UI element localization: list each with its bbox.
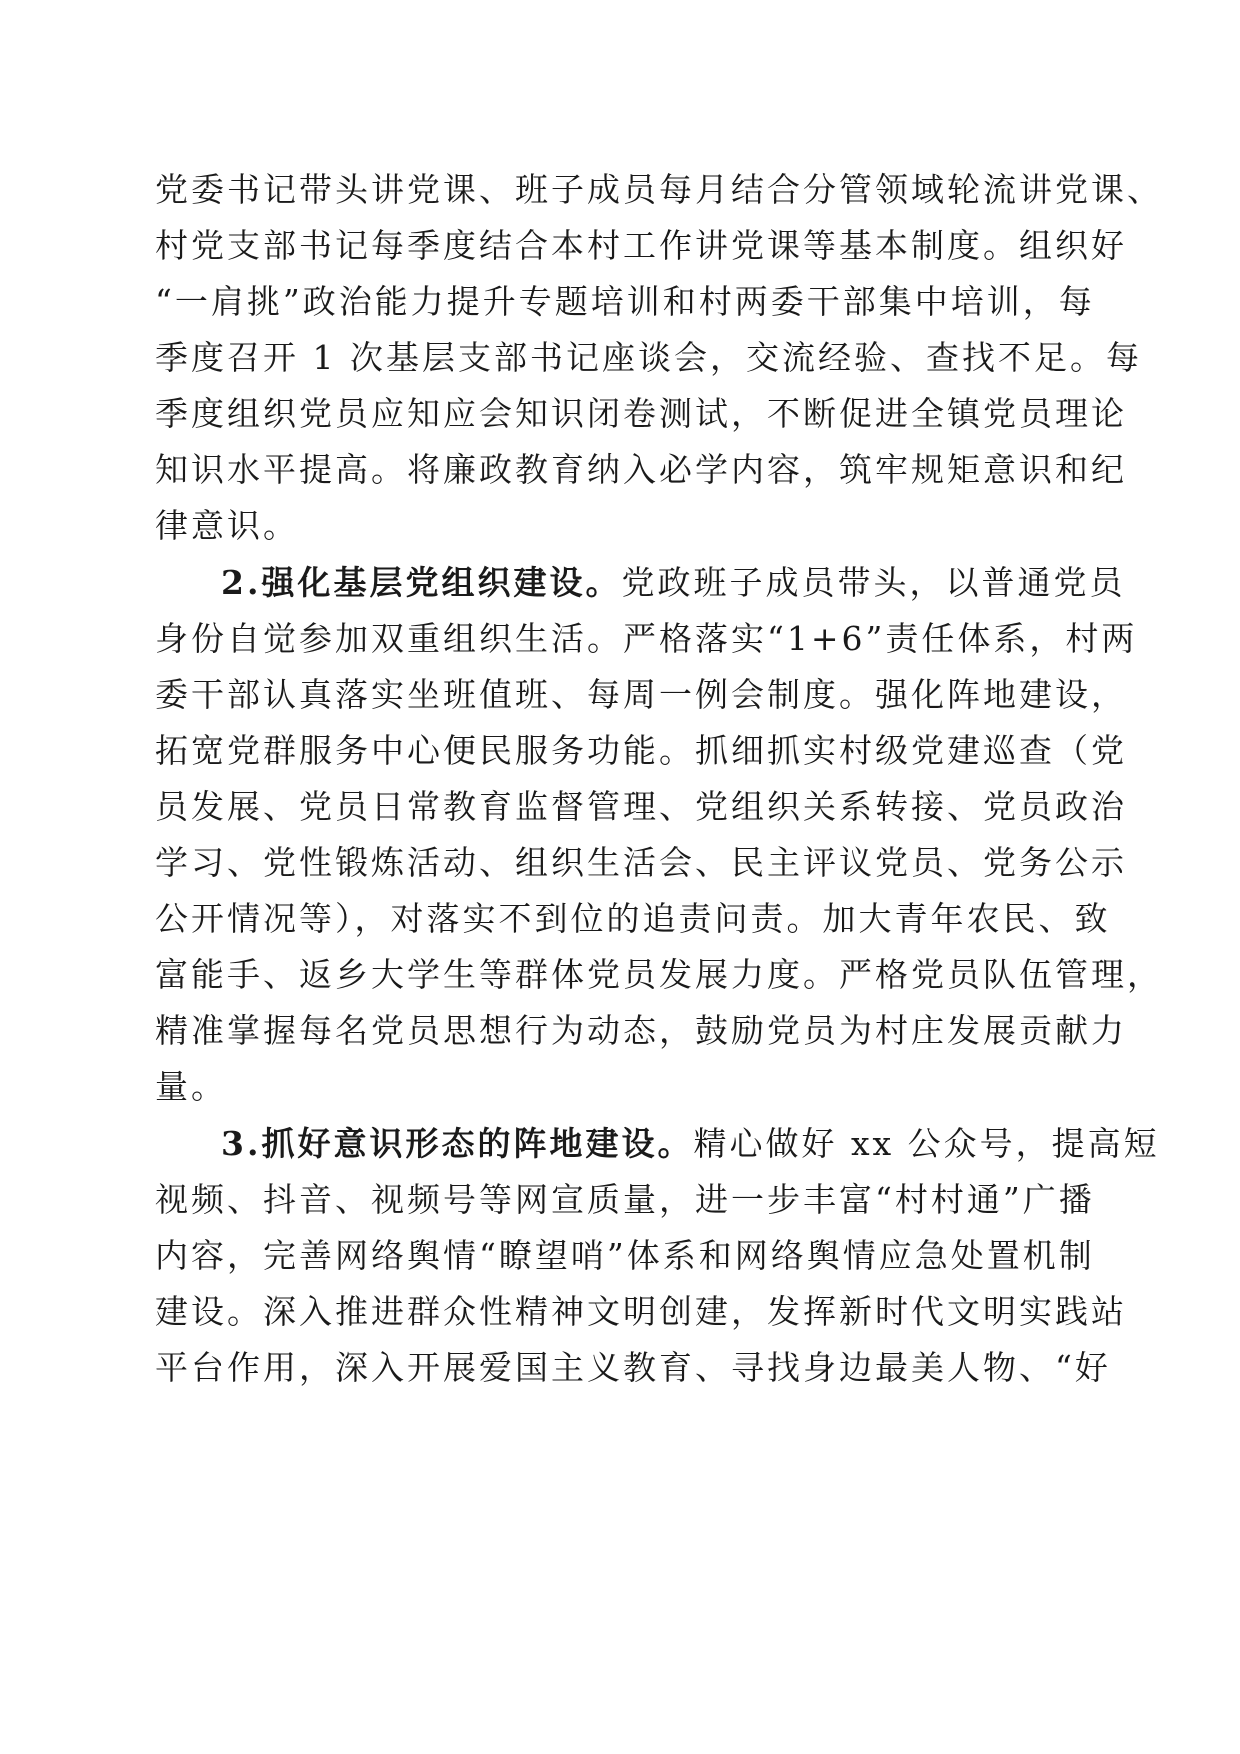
text-line: “一肩挑”政治能力提升专题培训和村两委干部集中培训，每 bbox=[155, 282, 1095, 321]
text-line: 村党支部书记每季度结合本村工作讲党课等基本制度。组织好 bbox=[155, 226, 1127, 265]
text-line: 视频、抖音、视频号等网宣质量，进一步丰富“村村通”广播 bbox=[155, 1180, 1095, 1219]
section-2-text: 党政班子成员带头，以普通党员 bbox=[621, 563, 1126, 602]
section-2-heading: 2.强化基层党组织建设。 bbox=[221, 563, 622, 602]
section-3-text: 精心做好 xx 公众号，提高短 bbox=[693, 1124, 1160, 1163]
text-line: 内容，完善网络舆情“瞭望哨”体系和网络舆情应急处置机制 bbox=[155, 1236, 1095, 1275]
text-line: 精准掌握每名党员思想行为动态，鼓励党员为村庄发展贡献力 bbox=[155, 1011, 1127, 1050]
section-3-heading: 3.抓好意识形态的阵地建设。 bbox=[221, 1124, 694, 1163]
section-2-first-line bbox=[221, 563, 1126, 603]
text-line: 建设。深入推进群众性精神文明创建，发挥新时代文明实践站 bbox=[155, 1292, 1127, 1331]
text-line: 律意识。 bbox=[155, 506, 299, 545]
text-line: 学习、党性锻炼活动、组织生活会、民主评议党员、党务公示 bbox=[155, 843, 1127, 882]
text-line: 员发展、党员日常教育监督管理、党组织关系转接、党员政治 bbox=[155, 787, 1127, 826]
text-line: 党委书记带头讲党课、班子成员每月结合分管领域轮流讲党课、 bbox=[155, 170, 1163, 209]
text-line: 公开情况等），对落实不到位的追责问责。加大青年农民、致 bbox=[155, 899, 1111, 938]
text-line: 委干部认真落实坐班值班、每周一例会制度。强化阵地建设， bbox=[155, 675, 1127, 714]
text-line: 知识水平提高。将廉政教育纳入必学内容，筑牢规矩意识和纪 bbox=[155, 450, 1127, 489]
text-line: 平台作用，深入开展爱国主义教育、寻找身边最美人物、“好 bbox=[155, 1348, 1111, 1387]
section-3-first-line bbox=[221, 1124, 1160, 1164]
text-line: 拓宽党群服务中心便民服务功能。抓细抓实村级党建巡查（党 bbox=[155, 731, 1127, 770]
text-line: 量。 bbox=[155, 1067, 227, 1106]
text-line: 身份自觉参加双重组织生活。严格落实“1+6”责任体系，村两 bbox=[155, 619, 1138, 658]
text-line: 富能手、返乡大学生等群体党员发展力度。严格党员队伍管理， bbox=[155, 955, 1163, 994]
text-line: 季度召开 1 次基层支部书记座谈会，交流经验、查找不足。每 bbox=[155, 338, 1142, 377]
text-line: 季度组织党员应知应会知识闭卷测试，不断促进全镇党员理论 bbox=[155, 394, 1127, 433]
